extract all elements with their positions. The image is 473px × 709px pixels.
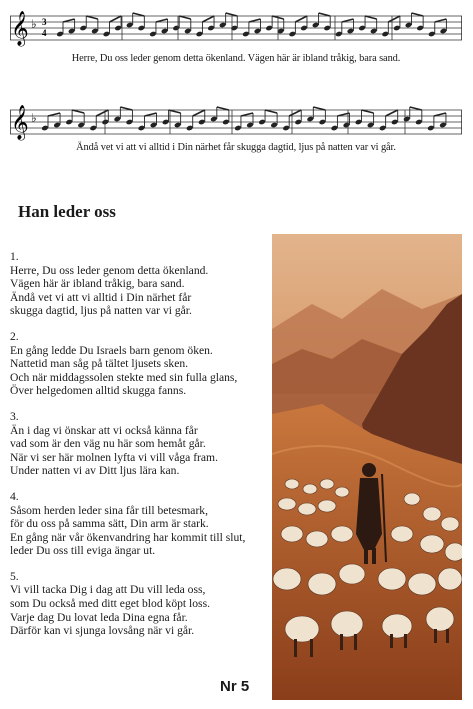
note-beam	[295, 16, 307, 22]
verse-4	[10, 490, 268, 558]
desert-scene	[272, 234, 462, 700]
note-beam	[434, 113, 446, 116]
note-beam	[156, 19, 168, 22]
verse-line: som Du också med ditt eget blod köpt loss.	[10, 597, 210, 611]
note-beam	[63, 19, 75, 22]
note-beam	[289, 110, 301, 116]
verse-line: Under natten vi av Ditt ljus lära kan.	[10, 464, 180, 478]
note-beam	[202, 16, 214, 22]
note-beam	[144, 113, 156, 116]
note-beam	[362, 110, 374, 113]
verse-number: 1.	[10, 250, 19, 263]
verse-line: Ändå vet vi att vi alltid i Din närhet får	[10, 290, 192, 304]
music-staff-1	[10, 8, 462, 64]
treble-clef-icon: 𝄞	[11, 11, 29, 46]
verse-line: Vägen här är ibland tråkig, bara sand.	[10, 277, 185, 291]
verse-line: När vi ser här molnen lyfta vi vill våga fram.	[10, 450, 218, 464]
note-beam	[249, 19, 261, 22]
note-beam	[120, 107, 132, 110]
note-beam	[313, 107, 325, 110]
note-beam	[386, 110, 398, 116]
verse-line: Därför kan vi sjunga lovsång när vi går.	[10, 624, 195, 638]
page-number: Nr 5	[220, 678, 250, 695]
note-beam	[412, 13, 424, 16]
staff-2-notation	[10, 102, 462, 144]
song-title: Han leder oss	[18, 202, 116, 221]
verse-line: Varje dag Du lovat leda Dina egna får.	[10, 610, 188, 624]
staff-1-lyric: Herre, Du oss leder genom detta ökenland. Vägen här är ibland tråkig, bara sand.	[71, 53, 401, 64]
note-beam	[265, 110, 277, 113]
note-beam	[365, 16, 377, 19]
note-beam	[217, 107, 229, 110]
verse-line: Över helgedomen alltid skugga fanns.	[10, 384, 187, 398]
verse-line: leder Du oss till eviga ängar ut.	[10, 544, 156, 558]
verse-line: för du oss på samma sätt, Din arm är stark.	[10, 517, 209, 531]
verse-line: Än i dag vi önskar att vi också känna får	[10, 423, 198, 437]
note-beam	[48, 113, 60, 116]
note-beam	[179, 16, 191, 19]
verse-number: 4.	[10, 489, 19, 503]
svg-text:4: 4	[42, 28, 47, 38]
note-beam	[388, 16, 400, 22]
note-beam	[342, 19, 354, 22]
note-beam	[319, 13, 331, 16]
verse-3	[10, 410, 268, 478]
treble-clef-icon: 𝄞	[11, 105, 29, 140]
note-beam	[86, 16, 98, 19]
note-beam	[96, 110, 108, 116]
verse-line: Såsom herden leder sina får till betesmark,	[10, 503, 208, 517]
verse-line: En gång när vår ökenvandring har kommit till slut,	[10, 530, 246, 544]
verse-line: Nattetid man såg på tältet ljusets sken.	[10, 357, 189, 371]
verse-line: Och när middagssolen stekte med sin fulla glans,	[10, 370, 238, 384]
note-beam	[435, 19, 447, 22]
verse-list	[10, 250, 268, 650]
verse-5	[10, 570, 268, 638]
verse-line: vad som är den väg nu här som hemåt går.	[10, 437, 206, 451]
note-beam	[410, 107, 422, 110]
note-beam	[109, 16, 121, 22]
verse-1	[10, 250, 268, 318]
flat-sign-icon: ♭	[31, 111, 37, 125]
verse-line: Herre, Du oss leder genom detta ökenland.	[10, 263, 209, 277]
flat-sign-icon: ♭	[31, 17, 37, 31]
note-beam	[241, 113, 253, 116]
note-beam	[72, 110, 84, 113]
note-beam	[226, 13, 238, 16]
staff-1-notation	[10, 8, 462, 50]
verse-number: 3.	[10, 409, 19, 423]
verse-line: En gång ledde Du Israels barn genom öken.	[10, 343, 213, 357]
note-beam	[193, 110, 205, 116]
verse-number: 5.	[10, 569, 19, 583]
note-beam	[133, 13, 145, 16]
shepherd-desert-illustration	[272, 234, 462, 700]
verse-2	[10, 330, 268, 398]
verse-line: Vi vill tacka Dig i dag att Du vill leda oss,	[10, 583, 206, 597]
music-staff-2	[10, 102, 462, 153]
time-signature-icon: 3	[42, 17, 47, 27]
verse-line: skugga dagtid, ljus på natten var vi går.	[10, 304, 192, 318]
staff-2-lyric: Ändå vet vi att vi alltid i Din närhet får skugga dagtid, ljus på natten var vi går.	[76, 142, 396, 153]
verse-number: 2.	[10, 329, 19, 343]
